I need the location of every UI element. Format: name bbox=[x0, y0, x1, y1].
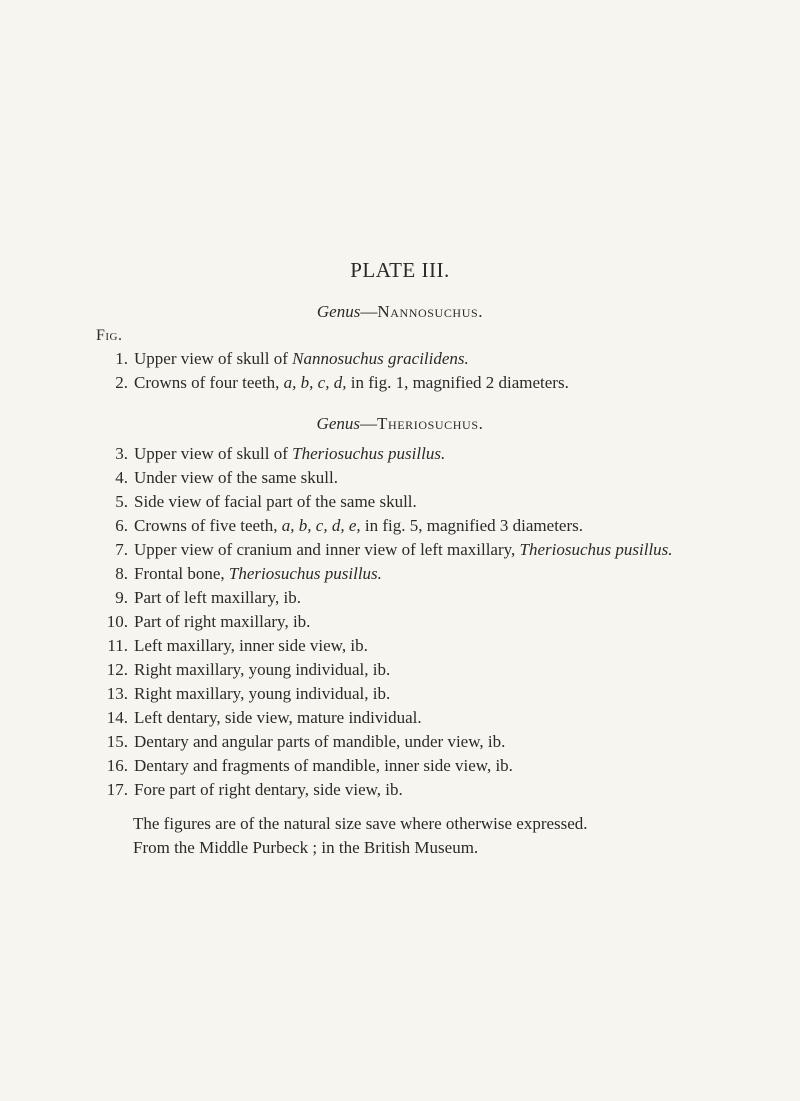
genus-heading-theriosuchus bbox=[0, 414, 800, 434]
genus-word: Genus bbox=[316, 414, 360, 433]
figure-number: 1. bbox=[115, 349, 128, 368]
genus-name: Nannosuchus. bbox=[377, 302, 484, 321]
figure-number: 14. bbox=[106, 708, 128, 727]
figure-number: 16. bbox=[106, 756, 128, 775]
figure-text: Dentary and angular parts of mandible, under view, ib. bbox=[134, 732, 506, 751]
figure-item bbox=[96, 612, 310, 634]
figure-text: Upper view of skull of bbox=[134, 444, 293, 463]
figure-italic: Theriosuchus pusillus. bbox=[519, 540, 673, 559]
figure-text: Crowns of four teeth, bbox=[134, 373, 284, 392]
figure-item bbox=[96, 756, 513, 778]
plate-note: The figures are of the natural size save where otherwise expressed. bbox=[133, 814, 588, 833]
figure-item bbox=[96, 349, 469, 371]
figure-italic: Theriosuchus pusillus. bbox=[292, 444, 446, 463]
figure-item bbox=[96, 444, 445, 466]
figure-item bbox=[96, 540, 673, 562]
figure-italic: Theriosuchus pusillus. bbox=[228, 564, 382, 583]
figure-number: 5. bbox=[115, 492, 128, 511]
figure-item bbox=[96, 732, 505, 754]
genus-word: Genus bbox=[316, 302, 361, 321]
figure-text: Right maxillary, young individual, ib. bbox=[134, 660, 391, 679]
figure-tail: in fig. 5, magnified 3 diameters. bbox=[360, 516, 583, 535]
figure-text: Left maxillary, inner side view, ib. bbox=[134, 636, 368, 655]
figure-item bbox=[96, 660, 390, 682]
figure-number: 9. bbox=[115, 588, 128, 607]
figure-text: Upper view of cranium and inner view of left maxillary, bbox=[134, 540, 520, 559]
figure-text: Crowns of five teeth, bbox=[134, 516, 282, 535]
genus-heading-nannosuchus bbox=[0, 302, 800, 322]
figure-italic: a, b, c, d, bbox=[283, 373, 347, 392]
figure-number: 12. bbox=[106, 660, 128, 679]
figure-number: 15. bbox=[106, 732, 128, 751]
figure-text: Frontal bone, bbox=[134, 564, 229, 583]
figure-text: Left dentary, side view, mature individual. bbox=[134, 708, 422, 727]
figure-number: 10. bbox=[106, 612, 128, 631]
figure-text: Under view of the same skull. bbox=[134, 468, 338, 487]
figure-number: 11. bbox=[107, 636, 128, 655]
figure-text: Side view of facial part of the same skull. bbox=[134, 492, 417, 511]
figure-item bbox=[96, 780, 403, 802]
figure-item bbox=[96, 636, 368, 658]
genus-dash: — bbox=[360, 414, 377, 433]
fig-label: Fig. bbox=[96, 327, 123, 344]
figure-item bbox=[96, 588, 301, 610]
figure-number: 7. bbox=[115, 540, 128, 559]
figure-text: Fore part of right dentary, side view, ib. bbox=[134, 780, 403, 799]
plate-note: From the Middle Purbeck ; in the British Museum. bbox=[133, 838, 479, 857]
figure-text: Part of right maxillary, ib. bbox=[134, 612, 311, 631]
figure-number: 4. bbox=[115, 468, 128, 487]
figure-number: 6. bbox=[115, 516, 128, 535]
figure-text: Part of left maxillary, ib. bbox=[134, 588, 301, 607]
figure-item bbox=[96, 468, 338, 490]
figure-italic: a, b, c, d, e, bbox=[281, 516, 361, 535]
figure-italic: Nannosuchus gracilidens. bbox=[292, 349, 469, 368]
figure-item bbox=[96, 564, 382, 586]
figure-text: Right maxillary, young individual, ib. bbox=[134, 684, 391, 703]
figure-text: Dentary and fragments of mandible, inner side view, ib. bbox=[134, 756, 513, 775]
figure-text: Upper view of skull of bbox=[134, 349, 293, 368]
genus-dash: — bbox=[360, 302, 378, 321]
figure-item bbox=[96, 373, 569, 395]
figure-item bbox=[96, 708, 422, 730]
genus-name: Theriosuchus. bbox=[377, 414, 484, 433]
figure-number: 13. bbox=[106, 684, 128, 703]
figure-tail: in fig. 1, magnified 2 diameters. bbox=[346, 373, 569, 392]
figure-item bbox=[96, 684, 390, 706]
figure-number: 8. bbox=[115, 564, 128, 583]
figure-number: 2. bbox=[115, 373, 128, 392]
figure-item bbox=[96, 516, 583, 538]
plate-title: PLATE III. bbox=[350, 258, 450, 282]
figure-number: 3. bbox=[115, 444, 128, 463]
figure-number: 17. bbox=[106, 780, 128, 799]
figure-item bbox=[96, 492, 417, 514]
